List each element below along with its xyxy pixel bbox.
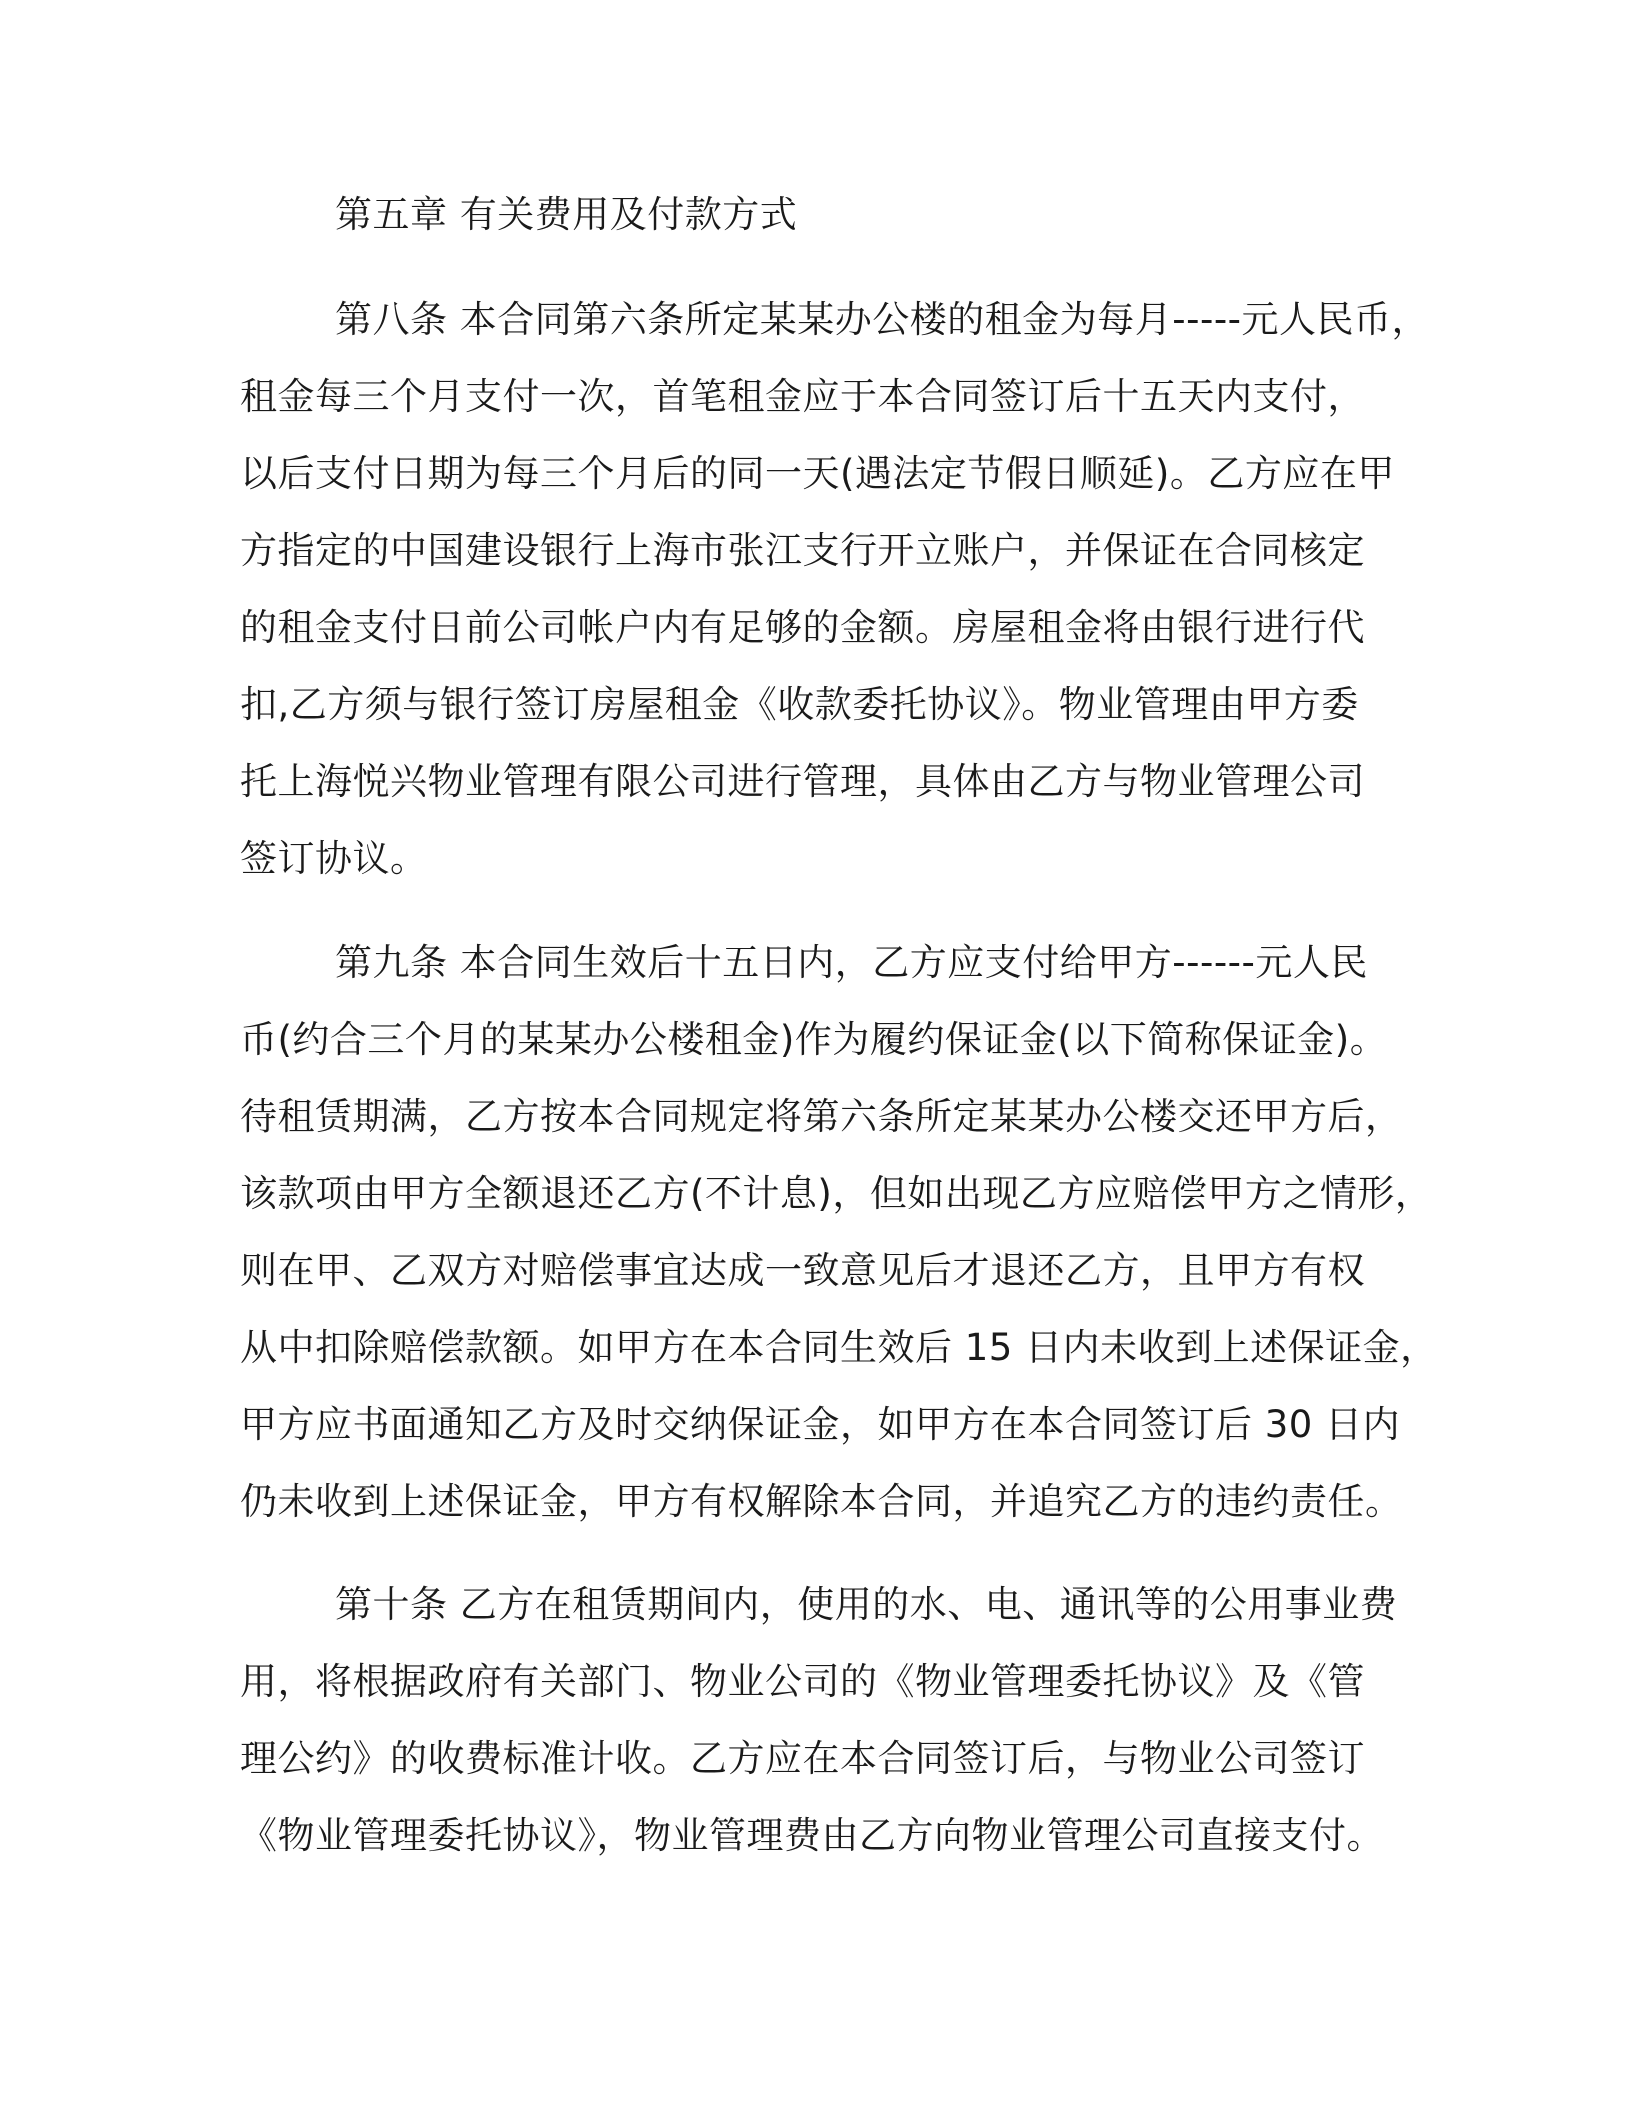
article-8-line: 第八条 本合同第六条所定某某办公楼的租金为每月-----元人民币， [335, 298, 1430, 341]
article-10-line: 理公约》的收费标准计收。乙方应在本合同签订后，与物业公司签订 [240, 1737, 1365, 1780]
article-9-line: 甲方应书面通知乙方及时交纳保证金，如甲方在本合同签订后 30 日内 [240, 1403, 1401, 1446]
article-9-line: 该款项由甲方全额退还乙方(不计息)，但如出现乙方应赔偿甲方之情形， [240, 1172, 1433, 1215]
article-8-line: 以后支付日期为每三个月后的同一天(遇法定节假日顺延)。乙方应在甲 [240, 452, 1395, 495]
article-8-line: 租金每三个月支付一次，首笔租金应于本合同签订后十五天内支付， [240, 375, 1365, 418]
article-8-line: 的租金支付日前公司帐户内有足够的金额。房屋租金将由银行进行代 [240, 606, 1365, 649]
article-8-line: 扣,乙方须与银行签订房屋租金《收款委托协议》。物业管理由甲方委 [240, 683, 1359, 726]
chapter-title: 第五章 有关费用及付款方式 [335, 193, 798, 236]
article-9-line: 待租赁期满，乙方按本合同规定将第六条所定某某办公楼交还甲方后， [240, 1095, 1403, 1138]
article-9-line: 则在甲、乙双方对赔偿事宜达成一致意见后才退还乙方，且甲方有权 [240, 1249, 1365, 1292]
article-9-line: 第九条 本合同生效后十五日内，乙方应支付给甲方------元人民 [335, 941, 1368, 984]
article-8-line: 签订协议。 [240, 837, 428, 880]
article-8-line: 托上海悦兴物业管理有限公司进行管理，具体由乙方与物业管理公司 [240, 760, 1365, 803]
article-8-line: 方指定的中国建设银行上海市张江支行开立账户，并保证在合同核定 [240, 529, 1365, 572]
article-10-line: 用，将根据政府有关部门、物业公司的《物业管理委托协议》及《管 [240, 1660, 1365, 1703]
article-9-line: 币(约合三个月的某某办公楼租金)作为履约保证金(以下简称保证金)。 [240, 1018, 1388, 1061]
article-10-line: 第十条 乙方在租赁期间内，使用的水、电、通讯等的公用事业费 [335, 1583, 1398, 1626]
article-10-line: 《物业管理委托协议》，物业管理费由乙方向物业管理公司直接支付。 [240, 1814, 1384, 1857]
article-9-line: 从中扣除赔偿款额。如甲方在本合同生效后 15 日内未收到上述保证金， [240, 1326, 1438, 1369]
article-9-line: 仍未收到上述保证金，甲方有权解除本合同，并追究乙方的违约责任。 [240, 1480, 1403, 1523]
